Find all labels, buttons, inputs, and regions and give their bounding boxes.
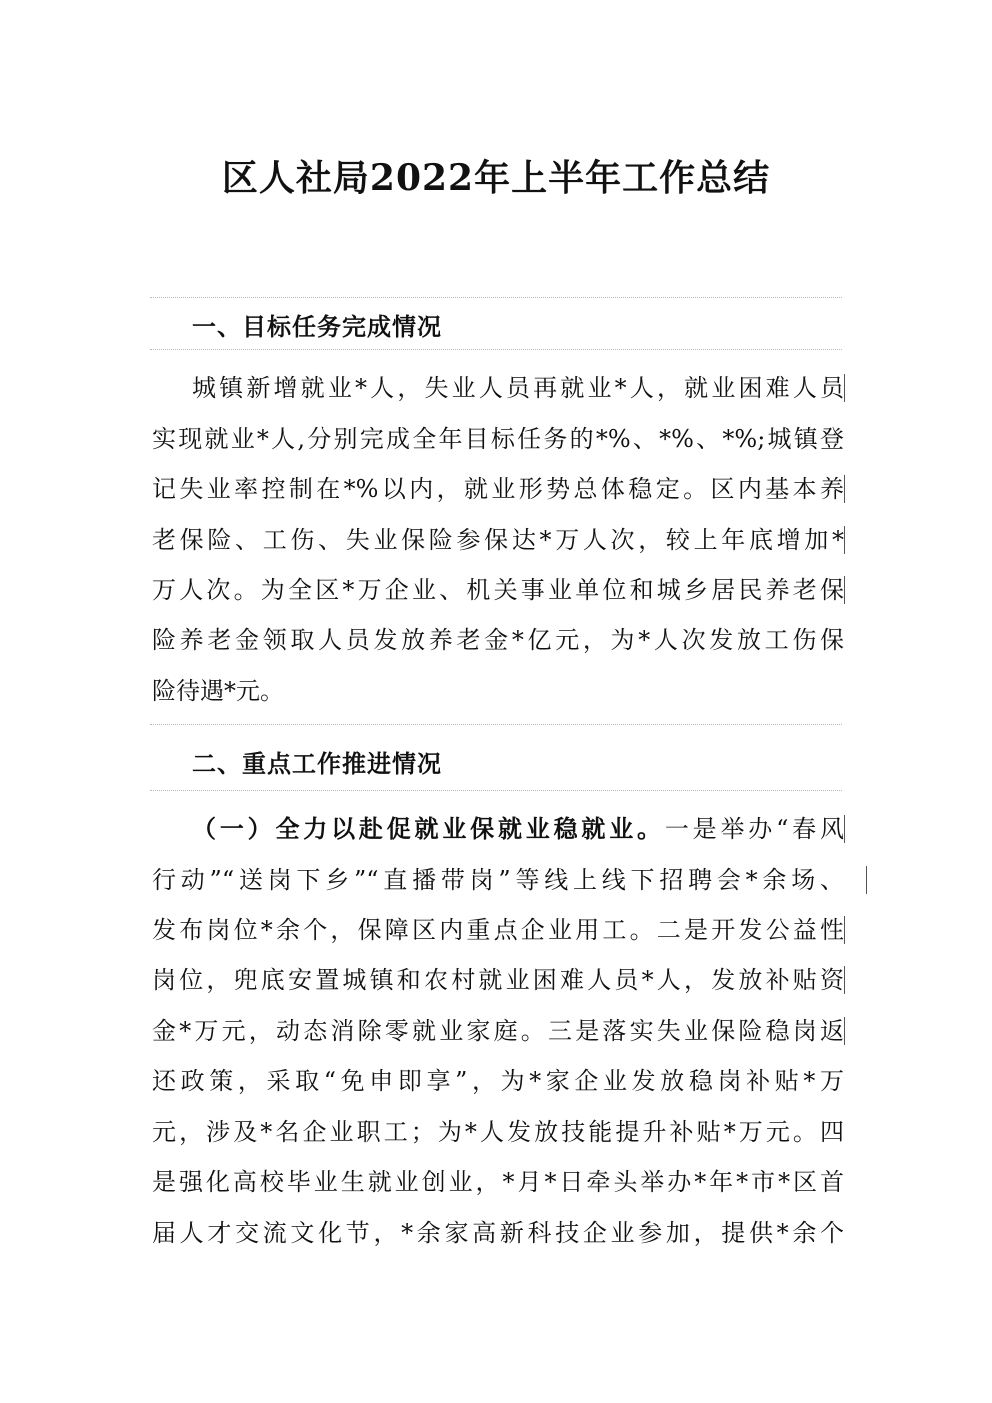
section-divider <box>150 349 842 350</box>
line-end-mark <box>844 475 845 503</box>
document-title: 区人社局2022年上半年工作总结 <box>221 157 771 199</box>
paragraph-lead-line <box>192 807 844 851</box>
paragraph-line: 届人才交流文化节，*余家高新科技企业参加，提供*余个 <box>152 1219 844 1247</box>
paragraph-line: 元，涉及*名企业职工；为*人发放技能提升补贴*万元。四 <box>152 1118 844 1146</box>
paragraph-line: 是强化高校毕业生就业创业，*月*日牵头举办*年*市*区首 <box>152 1168 844 1196</box>
paragraph-line: 记失业率控制在*%以内，就业形势总体稳定。区内基本养 <box>152 475 844 503</box>
line-end-mark <box>844 916 845 944</box>
section-heading-1: 一、目标任务完成情况 <box>192 312 442 341</box>
paragraph-line: 行动”“送岗下乡”“直播带岗”等线上线下招聘会*余场、 <box>152 866 844 894</box>
paragraph-line: 岗位，兜底安置城镇和农村就业困难人员*人，发放补贴资 <box>152 966 844 994</box>
subsection-lead: （一）全力以赴促就业保就业稳就业。 <box>192 814 665 843</box>
line-end-mark <box>844 815 845 843</box>
line-end-mark <box>844 966 845 994</box>
section-divider <box>150 790 842 791</box>
line-end-mark <box>844 1017 845 1045</box>
line-end-mark <box>866 866 867 894</box>
paragraph-line: 险养老金领取人员发放养老金*亿元，为*人次发放工伤保 <box>152 626 844 654</box>
paragraph-line: 万人次。为全区*万企业、机关事业单位和城乡居民养老保 <box>152 576 844 604</box>
line-end-mark <box>844 526 845 554</box>
paragraph-line: 老保险、工伤、失业保险参保达*万人次，较上年底增加* <box>152 526 844 554</box>
paragraph-line: 还政策，采取“免申即享”，为*家企业发放稳岗补贴*万 <box>152 1067 844 1095</box>
paragraph-line: 金*万元，动态消除零就业家庭。三是落实失业保险稳岗返 <box>152 1017 844 1045</box>
paragraph-line: 险待遇*元。 <box>152 677 284 705</box>
paragraph-line: 实现就业*人,分别完成全年目标任务的*%、*%、*%;城镇登 <box>152 425 844 453</box>
section-divider <box>150 297 842 298</box>
paragraph-line: 城镇新增就业*人，失业人员再就业*人，就业困难人员 <box>192 374 844 402</box>
paragraph-text: 一是举办“春风 <box>664 815 844 843</box>
section-divider <box>150 724 842 725</box>
section-heading-2: 二、重点工作推进情况 <box>192 749 442 778</box>
line-end-mark <box>844 374 845 402</box>
paragraph-line: 发布岗位*余个，保障区内重点企业用工。二是开发公益性 <box>152 916 844 944</box>
line-end-mark <box>844 576 845 604</box>
